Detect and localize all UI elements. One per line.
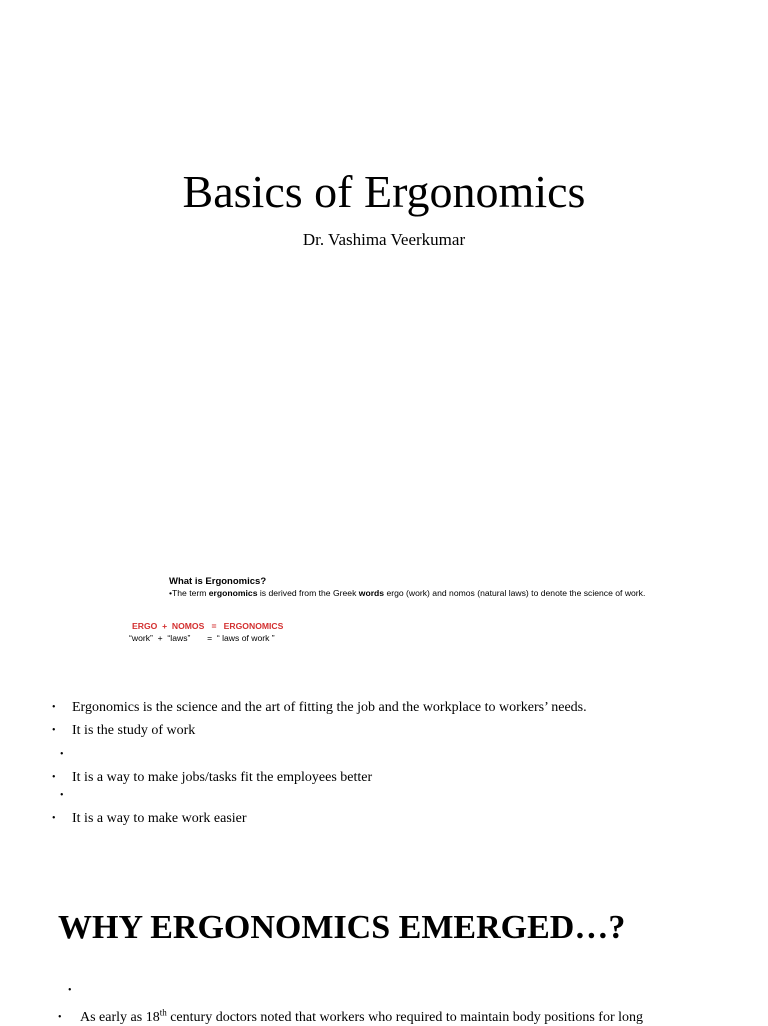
section-title: WHY ERGONOMICS EMERGED…?	[58, 909, 626, 946]
bullet-dot: •	[52, 702, 56, 713]
equation-top: ERGO + NOMOS = ERGONOMICS	[132, 621, 284, 631]
equation-bottom: “work” + “laws” = “ laws of work ”	[129, 633, 275, 643]
bullet-dot: •	[52, 772, 56, 783]
slide-title: Basics of Ergonomics	[182, 166, 586, 217]
bullet-dot: •	[52, 813, 56, 824]
slide-author: Dr. Vashima Veerkumar	[302, 230, 466, 249]
list-item-text: It is a way to make work easier	[72, 811, 247, 826]
definition-prefix: •The term	[169, 588, 209, 598]
empty-bullet: •	[68, 985, 72, 996]
list-item-text: It is the study of work	[72, 723, 196, 738]
definition-heading: What is Ergonomics?	[169, 576, 267, 587]
bullet-dot: •	[60, 790, 64, 801]
definition-bold-term: ergonomics	[208, 588, 258, 598]
definition-middle: is derived from the Greek	[257, 588, 359, 598]
list-item-text: It is a way to make jobs/tasks fit the employees better	[72, 770, 373, 785]
ordinal-suffix: th	[159, 1007, 167, 1018]
bullet-dot: •	[52, 725, 56, 736]
paragraph-bullet: •	[58, 1012, 62, 1023]
list-item-text: Ergonomics is the science and the art of fitting the job and the workplace to workers’ needs.	[72, 700, 587, 715]
definition-suffix: ergo (work) and nomos (natural laws) to denote the science of work.	[384, 588, 646, 598]
paragraph-end: century doctors noted that workers who required to maintain body positions for long	[166, 1010, 644, 1025]
definition-text	[169, 588, 645, 599]
definition-bold-words: words	[358, 588, 385, 598]
bullet-dot: •	[60, 749, 64, 760]
paragraph-start: As early as 18	[80, 1010, 160, 1025]
